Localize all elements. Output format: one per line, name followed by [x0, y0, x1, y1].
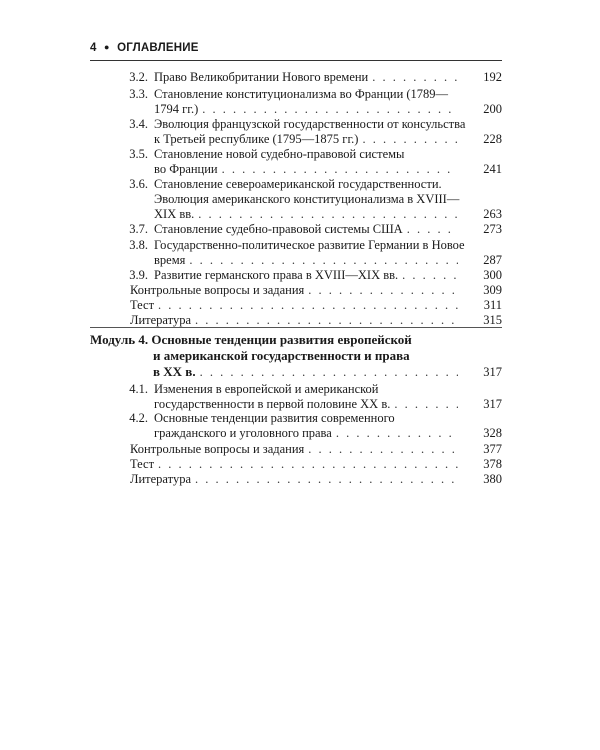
bullet-icon: ●: [104, 42, 110, 52]
header-title: ОГЛАВЛЕНИЕ: [117, 42, 199, 54]
leader-dots: [158, 298, 458, 312]
toc-entry-title: Тест: [130, 298, 155, 312]
toc-page-number: 300: [483, 268, 502, 282]
toc-page-number: 200: [483, 102, 502, 116]
toc-entry-title-cont: Эволюция американского конституционализма в XVIII—: [154, 192, 460, 206]
leader-dots: [222, 162, 458, 176]
toc-entry-title-cont: гражданского и уголовного права: [154, 426, 332, 440]
module-title-cont: и американской государственности и права: [153, 348, 410, 363]
toc-page-number: 192: [483, 70, 502, 84]
running-header: [90, 42, 502, 61]
toc-page-number: 317: [483, 365, 502, 379]
leader-dots: [195, 313, 458, 327]
module-title-cont: в XX в.: [153, 364, 196, 379]
leader-dots: [202, 102, 458, 116]
toc-entry-title-cont: время: [154, 253, 186, 267]
toc-page-number: 263: [483, 207, 502, 221]
toc-entry-title: Становление судебно-правовой системы США: [154, 222, 403, 236]
toc-entry-number: 3.5.: [129, 147, 148, 161]
toc-entry-number: 3.8.: [129, 238, 148, 252]
toc-entry-number: 3.3.: [129, 87, 148, 101]
toc-entry-title-cont: XIX вв.: [154, 207, 195, 221]
toc-entry-title: Тест: [130, 457, 155, 471]
toc-entry-title: Основные тенденции развития современного: [154, 411, 395, 425]
toc-entry-title-cont: к Третьей республике (1795—1875 гг.): [154, 132, 359, 146]
toc-entry-title: Государственно-политическое развитие Германии в Новое: [154, 238, 465, 252]
leader-dots: [336, 426, 458, 440]
leader-dots: [402, 268, 458, 282]
toc-entry-title: Контрольные вопросы и задания: [130, 442, 305, 456]
toc-page-number: 328: [483, 426, 502, 440]
toc-entry-title-cont: государственности в первой половине XX в.: [154, 397, 391, 411]
toc-page-number: 378: [483, 457, 502, 471]
toc-entry-title: Эволюция французской государственности от консульства: [154, 117, 466, 131]
toc-page-number: 311: [483, 298, 502, 312]
toc-entry-number: 4.1.: [129, 382, 148, 396]
toc-page-number: 317: [483, 397, 502, 411]
section-divider: [90, 327, 502, 328]
toc-entry-number: 3.9.: [129, 268, 148, 282]
leader-dots: [407, 222, 458, 236]
leader-dots: [362, 132, 458, 146]
toc-page-number: 287: [483, 253, 502, 267]
leader-dots: [158, 457, 458, 471]
leader-dots: [394, 397, 458, 411]
toc-entry-title: Изменения в европейской и американской: [154, 382, 379, 396]
leader-dots: [198, 207, 458, 221]
leader-dots: [308, 283, 458, 297]
toc-entry-title: Контрольные вопросы и задания: [130, 283, 305, 297]
toc-page-number: 309: [483, 283, 502, 297]
toc-entry-title: Право Великобритании Нового времени: [154, 70, 369, 84]
toc-entry-title-cont: 1794 гг.): [154, 102, 199, 116]
toc-entry-title: Становление североамериканской государственности.: [154, 177, 442, 191]
header-page-number: 4: [90, 42, 97, 54]
leader-dots: [308, 442, 458, 456]
leader-dots: [200, 365, 458, 379]
toc-entry-number: 4.2.: [129, 411, 148, 425]
toc-entry-number: 3.4.: [129, 117, 148, 131]
toc-page-number: 273: [483, 222, 502, 236]
module-title: Модуль 4. Основные тенденции развития европейской: [90, 332, 412, 347]
toc-entry-title: Литература: [130, 472, 191, 486]
toc-entry-title: Развитие германского права в XVIII—XIX вв.: [154, 268, 399, 282]
leader-dots: [195, 472, 458, 486]
toc-entry-number: 3.7.: [129, 222, 148, 236]
toc-entry-title: Становление новой судебно-правовой системы: [154, 147, 405, 161]
toc-page-number: 228: [483, 132, 502, 146]
toc-page-number: 241: [483, 162, 502, 176]
toc-entry-title: Литература: [130, 313, 191, 327]
toc-page-number: 315: [483, 313, 502, 327]
leader-dots: [372, 70, 458, 84]
toc-entry-number: 3.6.: [129, 177, 148, 191]
toc-entry-number: 3.2.: [129, 70, 148, 84]
toc-page-number: 377: [483, 442, 502, 456]
toc-entry-title-cont: во Франции: [154, 162, 218, 176]
toc-page-number: 380: [483, 472, 502, 486]
toc-entry-title: Становление конституционализма во Франции (1789—: [154, 87, 449, 101]
leader-dots: [189, 253, 458, 267]
